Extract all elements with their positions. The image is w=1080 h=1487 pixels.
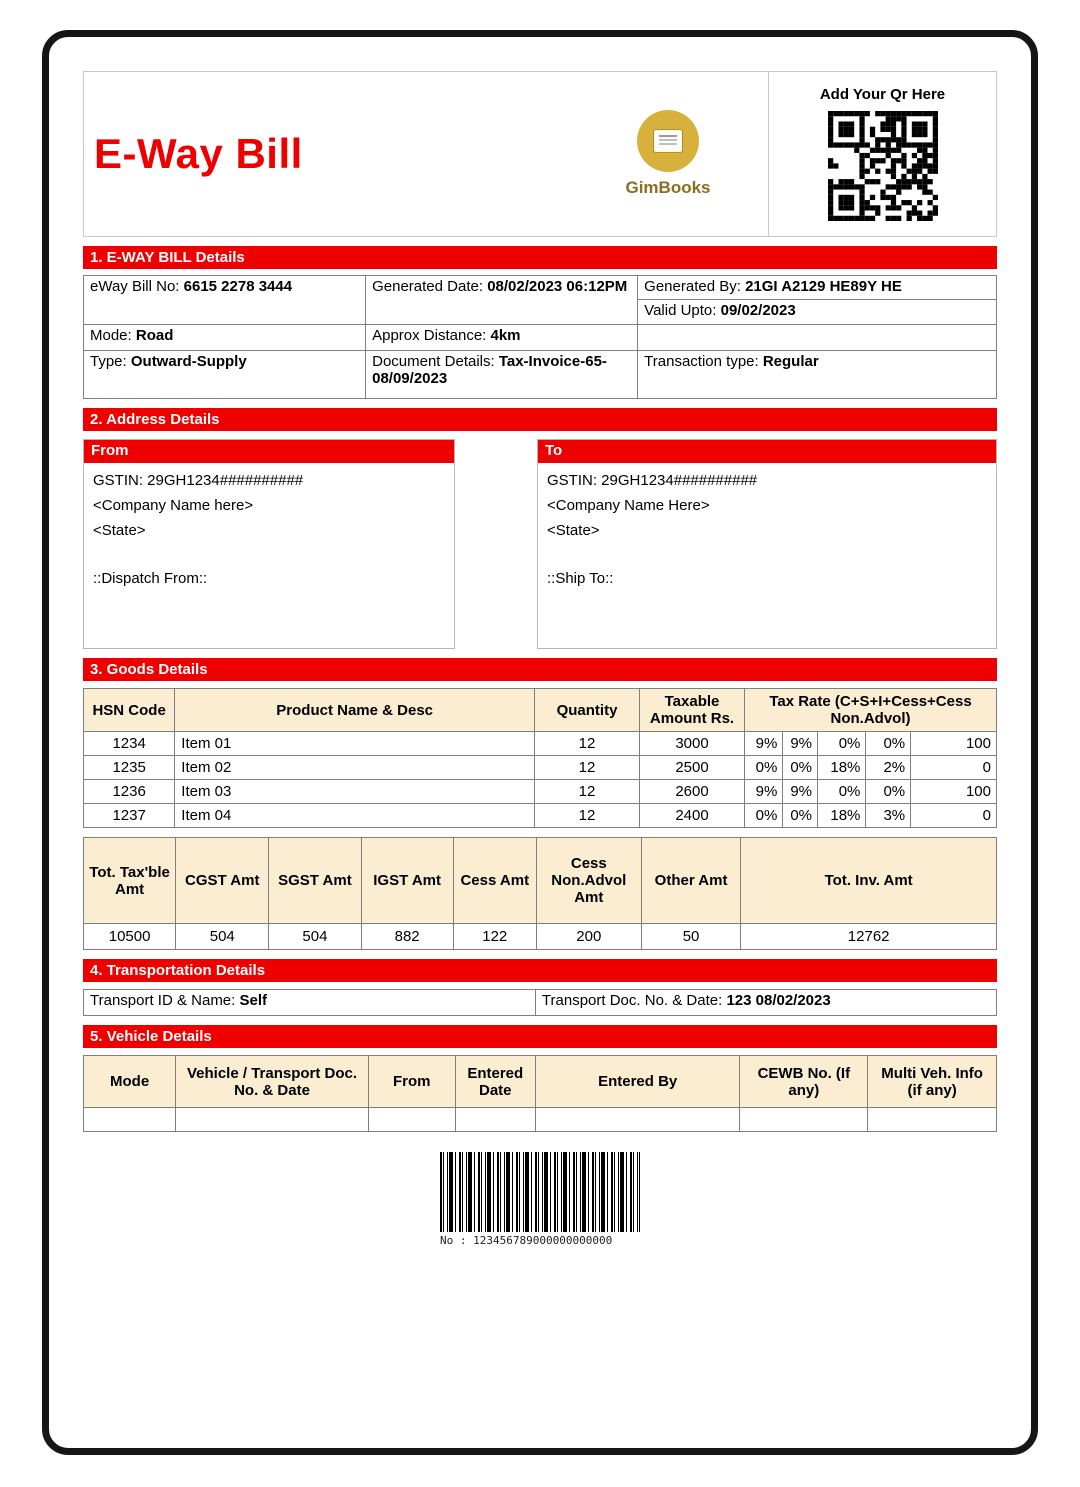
barcode-inner: [436, 1150, 644, 1249]
brand-name: GimBooks: [625, 178, 711, 197]
cgst-rate-cell: 0%: [745, 756, 783, 780]
cess-rate-cell: 0%: [866, 780, 911, 804]
valid-upto-label: Valid Upto:: [644, 302, 721, 319]
col-cess-amt: Cess Amt: [453, 838, 536, 924]
type-value: Outward-Supply: [130, 353, 247, 370]
vehicle-entered-date-cell: [455, 1108, 535, 1132]
address-to-box: [537, 439, 997, 649]
taxable-cell: 3000: [640, 732, 745, 756]
valid-upto-value: 09/02/2023: [720, 302, 796, 319]
distance-label: Approx Distance:: [372, 327, 491, 344]
sgst-rate-cell: 9%: [783, 780, 818, 804]
igst-rate-cell: 0%: [818, 732, 866, 756]
brand-logo: [568, 72, 768, 236]
distance-value: 4km: [490, 327, 521, 344]
hsn-cell: 1237: [84, 804, 175, 828]
qr-section: [768, 72, 996, 236]
transport-id-value: Self: [239, 992, 268, 1009]
product-cell: Item 04: [175, 804, 535, 828]
hsn-cell: 1236: [84, 780, 175, 804]
col-other-amt: Other Amt: [641, 838, 741, 924]
col-sgst-amt: SGST Amt: [269, 838, 361, 924]
totals-row: [84, 924, 997, 950]
hsn-cell: 1235: [84, 756, 175, 780]
document-details-value: Tax-Invoice-65- 08/09/2023: [372, 353, 607, 387]
eway-bill-no-cell: [84, 276, 366, 325]
goods-row: [84, 732, 997, 756]
cgst-rate-cell: 9%: [745, 732, 783, 756]
goods-row: [84, 780, 997, 804]
to-body: [538, 463, 996, 598]
goods-row: [84, 804, 997, 828]
sgst-amt-value: 504: [269, 924, 361, 950]
cess-rate-cell: 3%: [866, 804, 911, 828]
from-header: From: [84, 440, 454, 463]
goods-row: [84, 756, 997, 780]
transaction-type-cell: [638, 351, 997, 399]
other-amt-value: 50: [641, 924, 741, 950]
transaction-type-value: Regular: [762, 353, 819, 370]
vehicle-mode-cell: [84, 1108, 176, 1132]
mode-cell: [84, 325, 366, 351]
to-state: <State>: [547, 521, 600, 539]
transport-doc-cell: [535, 990, 996, 1016]
document-header: [83, 71, 997, 237]
generated-date-cell: [366, 276, 638, 325]
generated-date-value: 08/02/2023 06:12PM: [487, 278, 628, 295]
barcode-number: No : 123456789000000000000: [440, 1234, 613, 1247]
from-body: [84, 463, 454, 598]
col-total-invoice-amt: Tot. Inv. Amt: [741, 838, 997, 924]
col-cess-nonadvol-amt: Cess Non.Advol Amt: [536, 838, 641, 924]
document-frame: [42, 30, 1038, 1455]
cgst-amt-value: 504: [176, 924, 269, 950]
transport-doc-value: 123 08/02/2023: [726, 992, 831, 1009]
qty-cell: 12: [535, 732, 640, 756]
col-quantity: Quantity: [535, 689, 640, 732]
transport-id-label: Transport ID & Name:: [90, 992, 240, 1009]
vehicle-from-cell: [368, 1108, 455, 1132]
document-details-cell: [366, 351, 638, 399]
col-multi-veh-info: Multi Veh. Info (if any): [868, 1056, 997, 1108]
qty-cell: 12: [535, 804, 640, 828]
cess-nonadvol-cell: 100: [911, 732, 997, 756]
vehicle-multi-info-cell: [868, 1108, 997, 1132]
cgst-rate-cell: 0%: [745, 804, 783, 828]
col-hsn-code: HSN Code: [84, 689, 175, 732]
generated-by-cell: [638, 276, 996, 300]
mode-value: Road: [135, 327, 174, 344]
title-area: [84, 72, 568, 236]
barcode-icon: [440, 1152, 640, 1232]
product-cell: Item 01: [175, 732, 535, 756]
document-details-label: Document Details:: [372, 353, 499, 370]
from-company: <Company Name here>: [93, 496, 254, 514]
to-header: To: [538, 440, 996, 463]
col-cgst-amt: CGST Amt: [176, 838, 269, 924]
cess-nonadvol-cell: 0: [911, 804, 997, 828]
type-cell: [84, 351, 366, 399]
total-taxable-value: 10500: [84, 924, 176, 950]
col-vehicle-from: From: [368, 1056, 455, 1108]
empty-cell: [638, 325, 997, 351]
from-gstin: GSTIN: 29GH1234##########: [93, 472, 304, 489]
col-cewb-no: CEWB No. (If any): [740, 1056, 868, 1108]
total-invoice-amt-value: 12762: [741, 924, 997, 950]
col-total-taxable: Tot. Tax'ble Amt: [84, 838, 176, 924]
qr-label: Add Your Qr Here: [819, 86, 946, 103]
igst-amt-value: 882: [361, 924, 453, 950]
vehicle-entered-by-cell: [535, 1108, 740, 1132]
taxable-cell: 2500: [640, 756, 745, 780]
col-igst-amt: IGST Amt: [361, 838, 453, 924]
col-vehicle-mode: Mode: [84, 1056, 176, 1108]
product-cell: Item 02: [175, 756, 535, 780]
section-vehicle-header: 5. Vehicle Details: [83, 1025, 997, 1048]
taxable-cell: 2400: [640, 804, 745, 828]
invoice-glyph-icon: [653, 129, 683, 153]
qty-cell: 12: [535, 756, 640, 780]
taxable-cell: 2600: [640, 780, 745, 804]
section-transportation-header: 4. Transportation Details: [83, 959, 997, 982]
barcode-block: [83, 1150, 997, 1249]
cess-amt-value: 122: [453, 924, 536, 950]
transaction-type-label: Transaction type:: [644, 353, 763, 370]
eway-bill-no-value: 6615 2278 3444: [183, 278, 293, 295]
cess-nonadvol-amt-value: 200: [536, 924, 641, 950]
eway-details-table: [83, 275, 997, 399]
address-from-box: [83, 439, 455, 649]
vehicle-cewb-cell: [740, 1108, 868, 1132]
col-tax-rate: Tax Rate (C+S+I+Cess+Cess Non.Advol): [745, 689, 997, 732]
vehicle-table: [83, 1055, 997, 1132]
section-eway-details-header: 1. E-WAY BILL Details: [83, 246, 997, 269]
goods-totals-table: [83, 837, 997, 950]
igst-rate-cell: 0%: [818, 780, 866, 804]
generated-by-value: 21GI A2129 HE89Y HE: [745, 278, 902, 295]
transport-id-cell: [84, 990, 536, 1016]
igst-rate-cell: 18%: [818, 804, 866, 828]
cess-nonadvol-cell: 0: [911, 756, 997, 780]
goods-table: [83, 688, 997, 828]
to-gstin: GSTIN: 29GH1234##########: [547, 472, 758, 489]
section-address-header: 2. Address Details: [83, 408, 997, 431]
to-company: <Company Name Here>: [547, 496, 710, 514]
section-goods-header: 3. Goods Details: [83, 658, 997, 681]
mode-label: Mode:: [90, 327, 136, 344]
transportation-table: [83, 989, 997, 1016]
distance-cell: [366, 325, 638, 351]
col-product-name: Product Name & Desc: [175, 689, 535, 732]
col-vehicle-doc: Vehicle / Transport Doc. No. & Date: [176, 1056, 369, 1108]
vehicle-empty-row: [84, 1108, 997, 1132]
generated-date-label: Generated Date:: [372, 278, 488, 295]
cess-rate-cell: 2%: [866, 756, 911, 780]
hsn-cell: 1234: [84, 732, 175, 756]
type-label: Type:: [90, 353, 131, 370]
valid-upto-cell: [638, 300, 996, 324]
qty-cell: 12: [535, 780, 640, 804]
col-taxable-amount: Taxable Amount Rs.: [640, 689, 745, 732]
sgst-rate-cell: 0%: [783, 804, 818, 828]
from-state: <State>: [93, 521, 146, 539]
sgst-rate-cell: 9%: [783, 732, 818, 756]
sgst-rate-cell: 0%: [783, 756, 818, 780]
igst-rate-cell: 18%: [818, 756, 866, 780]
dispatch-from-tag: ::Dispatch From::: [93, 570, 208, 588]
cess-nonadvol-cell: 100: [911, 780, 997, 804]
product-cell: Item 03: [175, 780, 535, 804]
address-row: [83, 439, 997, 649]
eway-bill-no-label: eWay Bill No:: [90, 278, 184, 295]
vehicle-doc-cell: [176, 1108, 369, 1132]
generated-by-stack-cell: [638, 276, 997, 325]
cess-rate-cell: 0%: [866, 732, 911, 756]
gimbooks-logo-icon: [637, 110, 699, 172]
page-title: E-Way Bill: [94, 130, 303, 177]
generated-by-label: Generated By:: [644, 278, 746, 295]
document-content: [49, 37, 1031, 1249]
col-entered-by: Entered By: [535, 1056, 740, 1108]
col-entered-date: Entered Date: [455, 1056, 535, 1108]
transport-doc-label: Transport Doc. No. & Date:: [541, 992, 727, 1009]
qr-code-icon: [828, 111, 938, 221]
ship-to-tag: ::Ship To::: [547, 570, 614, 588]
cgst-rate-cell: 9%: [745, 780, 783, 804]
